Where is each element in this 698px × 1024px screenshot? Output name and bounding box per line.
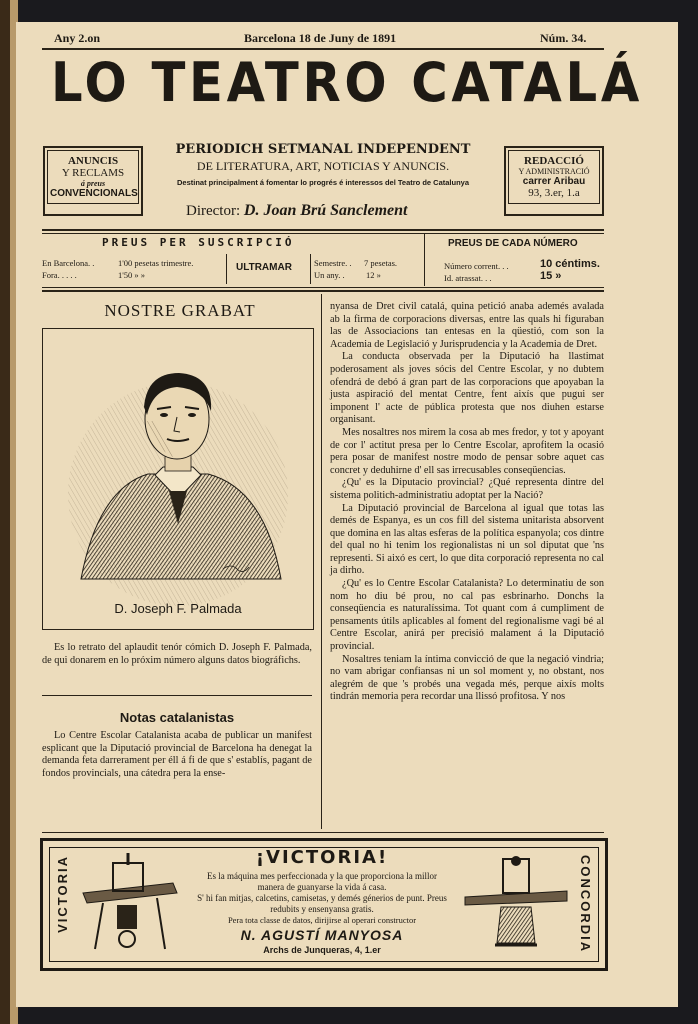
price-divider-2 [310, 254, 311, 284]
right-paragraph: La conducta observada per la Diputació ha llastimat poderosament als joves sócis del Centre Escolar, y no dubtem ofendrá de debó á gran part de las corporacions que apoyaban la justa aspiració del mentat Centre, fent aixís que pugui ser imponent l' acte de pública protesta que nos diuhen estarse organisant. [330, 351, 604, 426]
ads-box-line4: CONVENCIONALS [50, 188, 138, 199]
ad-text [193, 871, 451, 926]
right-paragraph: nyansa de Dret civil catalá, quina petició anaba ademés avalada ab la firma de corporacions diversas, entre las quals hi figuraban las de Associacions tan entesas en la qüestió, com son la Academia de Legislació y Jurisprudencia y la Academia de Dret. [330, 301, 604, 350]
price-rule-bottom-thin [42, 287, 604, 288]
issue-place-date: Barcelona 18 de Juny de 1891 [244, 31, 397, 45]
price-back-value: 15 » [540, 270, 562, 282]
price-bcn-label: En Barcelona. . [42, 258, 95, 268]
right-paragraph: ¿Qu' es lo Centre Escolar Catalanista? Lo determinatiu de son nom ho diu bé prou, no cal pas esbrinarho. Donchs la conseqüencia es naturalíssima. Tot quant com á cumpliment de pensaments útils aplicables al foment del regionalisme vagi bé al Centre Escolar, anirá per precisió malament á la Diputació provincial. [330, 578, 604, 653]
knitting-machine-left-icon [73, 853, 183, 953]
price-any-value: 12 » [366, 270, 381, 280]
right-paragraph: Mes nosaltres nos mirem la cosa ab mes fredor, y tot y apoyant de cor l' actitut presa per lo Centre Escolar, aprofitem la ocasió pera posar de manifest nostre modo de pensar sobre aquet cas concret y deduhirne d' ell sas irrecusables conseqüencias. [330, 426, 604, 476]
price-current-value: 10 céntims. [540, 258, 600, 270]
portrait-description [42, 642, 312, 667]
price-rule-top [42, 229, 604, 231]
price-back-label: Id. atrassat. . . [444, 273, 492, 283]
portrait-frame [42, 328, 314, 630]
columns-bottom-rule [42, 832, 604, 833]
ads-box-line3: á preus [80, 179, 106, 188]
ad-left-vertical: VICTORIA [55, 855, 70, 933]
price-rule-bottom [42, 290, 604, 292]
knitting-machine-right-icon [461, 853, 571, 953]
editorial-box-line4: 93, 3.er, 1.a [528, 187, 580, 199]
binding-edge [0, 0, 10, 1024]
price-divider-1 [226, 254, 227, 284]
notes-paragraph: Lo Centre Escolar Catalanista acaba de publicar un manifest esplicant que la Diputació provincial de Barcelona ha denegat la demanda feta darrerament per éll á fi de que s' establís, pagant de fondos provincials, una cátedra pera la ense- [42, 730, 312, 779]
masthead-title: LO TEATRO CATALÁ [50, 51, 644, 114]
right-paragraph: ¿Qu' es la Diputacio provincial? ¿Qué representa dintre del sistema politich-administratiu adoptat per la Nació? [330, 477, 604, 501]
ads-box [43, 146, 143, 216]
ad-line-1: Es la máquina mes perfeccionada y la que proporciona la millor manera de guanyarse la vida á casa. [207, 871, 437, 892]
price-any-label: Un any. . [314, 270, 345, 280]
notes-column [42, 730, 312, 780]
price-sem-label: Semestre. . [314, 258, 352, 268]
single-price-title: PREUS DE CADA NÚMERO [448, 238, 578, 249]
ads-box-line2: Y RECLAMS [61, 167, 125, 179]
price-divider-3 [424, 234, 425, 286]
director-label: Director: [186, 203, 241, 219]
price-fora-value: 1'50 » » [118, 270, 146, 280]
left-section-rule [42, 695, 312, 696]
ads-box-line1: ANUNCIS [67, 155, 119, 167]
subscription-title: PREUS PER SUSCRIPCIÓ [102, 236, 295, 249]
ad-title: ¡VICTORIA! [255, 847, 389, 868]
column-divider [321, 294, 322, 829]
right-paragraph: La Diputació provincial de Barcelona al igual que totas las demés de Espanya, es un cos fill del sistema unitarista absorvent que domina en las altas esferas de la política espanyola; cos dintre del qual no hi tenim los regionalistas ni un sol diputat que 'ns representi. Si aixó es cert, lo que dita corporació representa no cal ja dirho. [330, 502, 604, 577]
price-rule-top-thin [42, 233, 604, 234]
subtitle-secondary: DE LITERATURA, ART, NOTICIAS Y ANUNCIS. [196, 159, 450, 173]
editorial-box-line2: Y ADMINISTRACIÓ [518, 167, 590, 176]
director-name: D. Joan Brú Sanclement [243, 202, 408, 219]
issue-number: Núm. 34. [540, 31, 587, 45]
top-rule [42, 48, 604, 50]
price-ultramar: ULTRAMAR [236, 262, 292, 273]
ad-maker: N. AGUSTÍ MANYOSA [240, 927, 404, 943]
ad-right-vertical: CONCORDIA [578, 855, 593, 954]
editorial-box-line1: REDACCIÓ [524, 155, 584, 167]
ad-line-2: S' hi fan mitjas, calcetins, camisetas, y demés génerios de punt. Preus redubits y ensenyansa gratis. [197, 893, 447, 914]
director-line [186, 202, 486, 220]
portrait-caption: D. Joseph F. Palmada [114, 601, 242, 616]
portrait-paragraph: Es lo retrato del aplaudit tenór cómich D. Joseph F. Palmada, de qui donarem en lo próxim número alguns datos biográfichs. [42, 642, 312, 666]
editorial-box [504, 146, 604, 216]
grabat-title: NOSTRE GRABAT [104, 301, 256, 320]
price-current-label: Número corrent. . . [444, 261, 509, 271]
subtitle-main: PERIODICH SETMANAL INDEPENDENT [175, 142, 471, 157]
price-fora-label: Fora. . . . . [42, 270, 77, 280]
price-sem-value: 7 pesetas. [364, 258, 398, 268]
ad-line-3: Pera tota classe de datos, dirijirse al operari constructor [227, 915, 417, 925]
notes-title: Notas catalanistas [119, 710, 235, 725]
right-column [330, 301, 604, 704]
price-bcn-value: 1'00 pesetas trimestre. [118, 258, 194, 268]
victoria-advertisement [40, 838, 608, 971]
portrait-engraving [43, 329, 313, 629]
ad-address: Archs de Junqueras, 4, 1.er [263, 945, 381, 955]
right-paragraph: Nosaltres teniam la íntima convicció de que la negació vindria; no vam abrigar confiansas ni un sol moment y, no obstant, nos alegrém de que 's probés una vegada més, perque aixís molts tindrán memoria pera recordar una llissó profitosa. Y nos [330, 653, 604, 703]
editorial-box-line3: carrer Aribau [522, 176, 586, 187]
subtitle-purpose: Destinat principalment á fomentar lo progrés é interessos del Teatro de Catalunya [176, 178, 470, 187]
issue-year: Any 2.on [54, 31, 101, 45]
